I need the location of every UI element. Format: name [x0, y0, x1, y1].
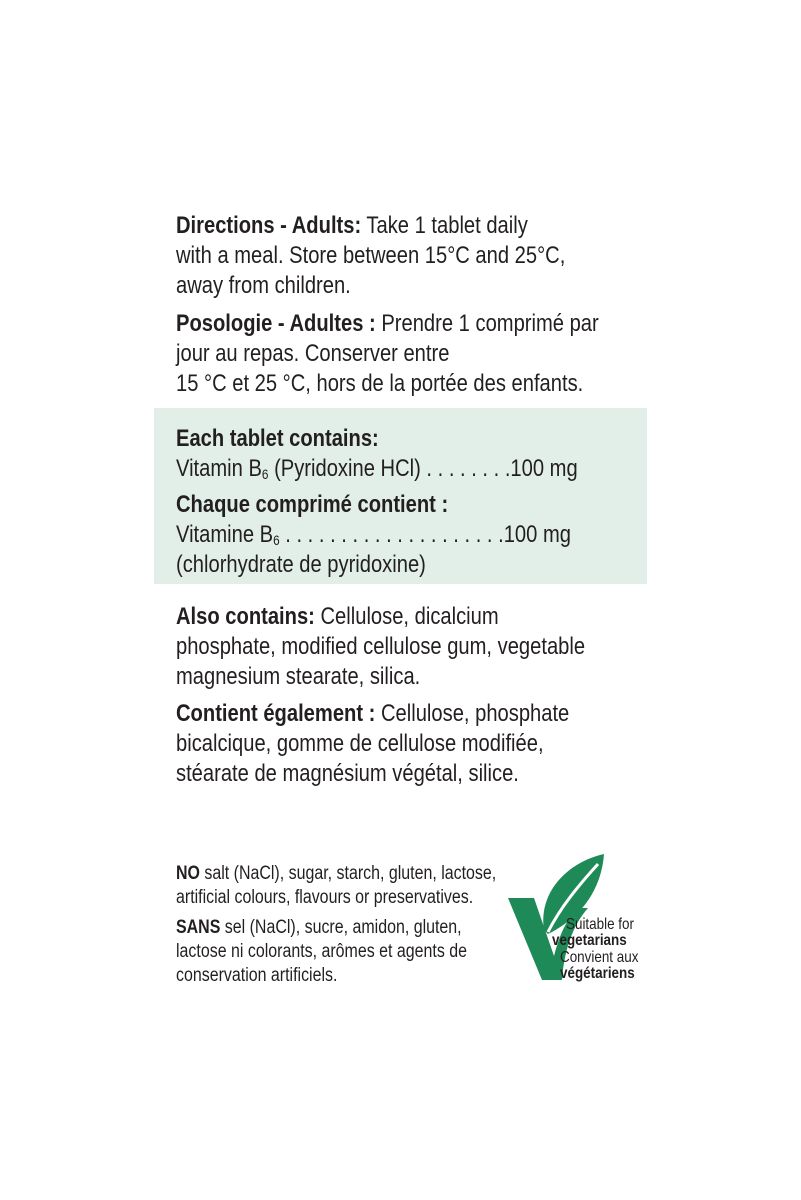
- directions-fr-line3: 15 °C et 25 °C, hors de la portée des enfants.: [176, 370, 584, 397]
- also-en-line2: phosphate, modified cellulose gum, vegetable: [176, 633, 586, 660]
- free-from-fr-line3: conservation artificiels.: [176, 965, 338, 986]
- also-en-heading: Also contains:: [176, 603, 315, 630]
- free-from-fr: [176, 916, 462, 940]
- ingredients-fr-note: (chlorhydrate de pyridoxine): [176, 551, 426, 578]
- free-from-fr-line2: lactose ni colorants, arômes et agents de: [176, 941, 467, 962]
- free-from-fr-heading: SANS: [176, 917, 221, 938]
- vegetarian-logo: [508, 852, 668, 992]
- also-fr-heading: Contient également :: [176, 700, 376, 727]
- directions-fr: [176, 309, 599, 339]
- also-en-line3: magnesium stearate, silica.: [176, 663, 421, 690]
- ingredient-subscript-fr: 6: [273, 532, 280, 548]
- logo-fr-line2: végétariens: [560, 965, 635, 982]
- directions-en-text: Take 1 tablet daily: [361, 212, 528, 239]
- logo-en-line1: Suitable for: [566, 916, 634, 933]
- free-from-en: [176, 862, 496, 886]
- also-fr: [176, 699, 569, 729]
- directions-fr-line2: jour au repas. Conserver entre: [176, 340, 450, 367]
- ingredient-name: Vitamin B: [176, 455, 262, 482]
- directions-en-line2: with a meal. Store between 15°C and 25°C,: [176, 242, 566, 269]
- also-fr-line3: stéarate de magnésium végétal, silice.: [176, 760, 519, 787]
- ingredient-amount: (Pyridoxine HCl) . . . . . . . .100 mg: [268, 455, 578, 482]
- logo-fr-line1: Convient aux: [560, 949, 639, 966]
- directions-fr-text: Prendre 1 comprimé par: [375, 310, 599, 337]
- ingredients-fr-item: [176, 520, 571, 550]
- ingredient-amount-fr: . . . . . . . . . . . . . . . . . . . .100 mg: [279, 521, 571, 548]
- ingredients-en-heading: Each tablet contains:: [176, 425, 379, 452]
- also-fr-text: Cellulose, phosphate: [375, 700, 570, 727]
- non-medicinal-ingredients: [176, 602, 736, 789]
- directions-section: [176, 211, 736, 399]
- free-from-en-heading: NO: [176, 863, 200, 884]
- directions-en: [176, 211, 528, 241]
- also-en-text: Cellulose, dicalcium: [314, 603, 499, 630]
- ingredients-fr-heading: Chaque comprimé contient :: [176, 491, 449, 518]
- free-from-fr-text: sel (NaCl), sucre, amidon, gluten,: [220, 917, 462, 938]
- directions-en-heading: Directions - Adults:: [176, 212, 362, 239]
- also-fr-line2: bicalcique, gomme de cellulose modifiée,: [176, 730, 544, 757]
- ingredients-en-item: [176, 454, 578, 484]
- directions-en-line3: away from children.: [176, 272, 351, 299]
- directions-fr-heading: Posologie - Adultes :: [176, 310, 376, 337]
- ingredient-name-fr: Vitamine B: [176, 521, 274, 548]
- free-from-en-line2: artificial colours, flavours or preservatives.: [176, 887, 474, 908]
- logo-en-line2: vegetarians: [552, 932, 627, 949]
- free-from-en-text: salt (NaCl), sugar, starch, gluten, lactose,: [199, 863, 497, 884]
- ingredient-subscript: 6: [261, 466, 269, 482]
- medicinal-ingredients: [176, 424, 736, 580]
- also-en: [176, 602, 499, 632]
